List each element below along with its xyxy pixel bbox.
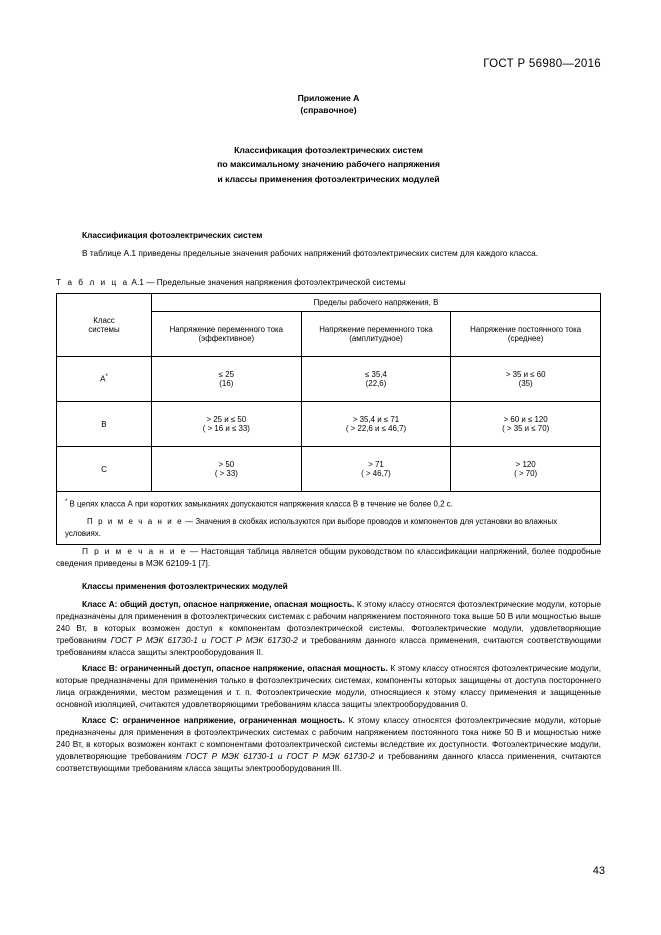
- header-class-line-2: системы: [88, 325, 120, 334]
- table-footnote: [65, 498, 592, 510]
- module-class-a-lead: Класс А: общий доступ, опасное напряжение, опасная мощность.: [82, 599, 355, 610]
- cell-a-ac-rms-line-2: (16): [219, 379, 234, 388]
- cell-a-ac-peak: [301, 357, 451, 402]
- class-a-footnote-marker: *: [105, 374, 108, 381]
- header-ac-rms-line-2: (эффективное): [198, 334, 255, 343]
- page-number: 43: [592, 865, 605, 877]
- header-dc-mean-line-2: (среднее): [507, 334, 544, 343]
- annex-kind: (справочное): [300, 105, 357, 116]
- module-class-a-standards: ГОСТ Р МЭК 61730-1 и ГОСТ Р МЭК 61730-2: [110, 635, 298, 646]
- section-heading-modules: Классы применения фотоэлектрических модулей: [82, 581, 288, 592]
- cell-c-dc-mean-line-2: ( > 70): [514, 469, 538, 478]
- cell-c-dc-mean: [451, 447, 601, 492]
- header-ac-peak-line-1: Напряжение переменного тока: [319, 325, 433, 334]
- cell-a-dc-mean-line-2: (35): [518, 379, 533, 388]
- after-table-note: [56, 545, 601, 569]
- cell-c-ac-peak-line-1: > 71: [368, 460, 384, 469]
- cell-b-ac-rms-line-1: > 25 и ≤ 50: [206, 415, 247, 424]
- page-title-line-1: Классификация фотоэлектрических систем: [234, 144, 423, 155]
- header-cell-range: Пределы рабочего напряжения, В: [152, 294, 601, 312]
- module-class-a-text-1: К этому классу относятся фотоэлектрические модули, которые предназначены для применения в фотоэлектрических системах с рабочим напряжением постоянного тока выше 50 В или мощностью выше 240 Вт, в которых возможен доступ к компонентам фотоэлектрической системы. Фотоэлектрические модули, удовлетворяющие требованиям: [56, 599, 601, 646]
- module-class-b-paragraph: [56, 662, 601, 710]
- footnote-marker: *: [65, 499, 68, 505]
- footnote-text: В цепях класса А при коротких замыканиях допускаются напряжения класса В в течение не более 0,2 с.: [69, 499, 453, 509]
- module-class-c-standards: ГОСТ Р МЭК 61730-1 и ГОСТ Р МЭК 61730-2: [185, 751, 375, 762]
- table-notes-cell: [57, 492, 601, 545]
- section-heading-systems: Классификация фотоэлектрических систем: [82, 229, 263, 240]
- table-row: [57, 357, 601, 402]
- cell-a-ac-rms-line-1: ≤ 25: [218, 370, 234, 379]
- cell-b-ac-peak-line-1: > 35,4 и ≤ 71: [352, 415, 400, 424]
- header-ac-peak-line-2: (амплитудное): [349, 334, 403, 343]
- cell-c-ac-peak: [301, 447, 451, 492]
- cell-c-ac-rms: [152, 447, 302, 492]
- section-systems-intro: В таблице А.1 приведены предельные значения рабочих напряжений фотоэлектрических систем для каждого класса.: [82, 247, 539, 258]
- table-row: [57, 447, 601, 492]
- cell-class-c: [57, 447, 152, 492]
- cell-a-ac-peak-line-2: (22,6): [365, 379, 387, 388]
- after-table-note-text: — Настоящая таблица является общим руководством по классификации напряжений, более подробные сведения приведены в МЭК 62109-1 [7].: [56, 545, 601, 568]
- cell-b-ac-peak: [301, 402, 451, 447]
- cell-b-dc-mean: [451, 402, 601, 447]
- table-row: [57, 402, 601, 447]
- cell-b-ac-rms: [152, 402, 302, 447]
- header-cell-dc-mean: [451, 312, 601, 357]
- standard-header: ГОСТ Р 56980—2016: [483, 58, 601, 70]
- header-cell-ac-rms: [152, 312, 302, 357]
- module-class-a-text-2: и требованиям данного класса применения, считаются соответствующими требованиям класса защиты электрооборудования II.: [56, 635, 601, 658]
- cell-b-dc-mean-line-1: > 60 и ≤ 120: [503, 415, 548, 424]
- table-caption: [56, 277, 601, 287]
- cell-b-dc-mean-line-2: ( > 35 и ≤ 70): [502, 424, 550, 433]
- header-cell-class: [57, 294, 152, 357]
- cell-class-b: [57, 402, 152, 447]
- header-ac-rms-line-1: Напряжение переменного тока: [169, 325, 284, 334]
- cell-b-ac-rms-line-2: ( > 16 и ≤ 33): [202, 424, 250, 433]
- page-title-line-3: и классы применения фотоэлектрических модулей: [217, 173, 440, 184]
- cell-c-ac-rms-line-1: > 50: [218, 460, 235, 469]
- page-title-line-2: по максимальному значению рабочего напряжения: [217, 159, 440, 170]
- module-class-c-text-2: и требованиям данного класса применения, считаются соответствующими требованиям класса защиты электрооборудования III.: [56, 751, 602, 774]
- class-b-label: В: [101, 419, 107, 429]
- cell-a-ac-rms: [152, 357, 302, 402]
- header-dc-mean-line-1: Напряжение постоянного тока: [470, 325, 582, 334]
- after-table-note-label: П р и м е ч а н и е: [82, 545, 187, 556]
- table-note: [65, 516, 592, 539]
- table-caption-text: — Предельные значения напряжения фотоэлектрической системы: [146, 277, 406, 287]
- annex-title: [56, 92, 601, 117]
- cell-a-dc-mean-line-1: > 35 и ≤ 60: [505, 370, 546, 379]
- page-content: [56, 58, 601, 778]
- annex-label: Приложение А: [297, 93, 360, 103]
- table-notes-row: [57, 492, 601, 545]
- cell-a-ac-peak-line-1: ≤ 35,4: [365, 370, 387, 379]
- table-caption-number: А.1: [131, 277, 144, 287]
- cell-b-ac-peak-line-2: ( > 22,6 и ≤ 46,7): [345, 424, 407, 433]
- cell-class-a: [57, 357, 152, 402]
- header-class-line-1: Класс: [93, 316, 115, 325]
- module-class-c-text-1: К этому классу относятся фотоэлектрические модули, которые предназначены для применения в фотоэлектрических системах с рабочим напряжением постоянного тока ниже 50 В и мощностью ниже 240 Вт, в которых возможен контакт с компонентами фотоэлектрической системы вследствие их доступности. Фотоэлектрические модули, удовлетворяющие требованиям: [56, 715, 601, 762]
- cell-a-dc-mean: [451, 357, 601, 402]
- page-title: [56, 143, 601, 186]
- voltage-limits-table: [56, 293, 601, 545]
- cell-c-ac-rms-line-2: ( > 33): [214, 469, 238, 478]
- module-class-c-lead: Класс С: ограниченное напряжение, ограниченная мощность.: [82, 715, 345, 726]
- cell-c-ac-peak-line-2: ( > 46,7): [361, 469, 391, 478]
- cell-c-dc-mean-line-1: > 120: [515, 460, 536, 469]
- header-cell-ac-peak: [301, 312, 451, 357]
- module-class-b-text-1: К этому классу относятся фотоэлектрические модули, которые предназначены для применения только в фотоэлектрических системах, компоненты которых защищены от доступа постороннего лица ограждениями, местом размещения и т. п. Фотоэлектрические модули, относящиеся к этому классу применения и защищенные основной изоляцией, считаются удовлетворяющими требованиям класса защиты электрооборудования 0.: [56, 663, 601, 710]
- table-note-label: П р и м е ч а н и е: [87, 517, 184, 527]
- table-header-row: [57, 294, 601, 312]
- class-a-label: А: [100, 374, 106, 384]
- module-class-a-paragraph: [56, 598, 601, 658]
- class-c-label: С: [101, 464, 107, 474]
- table-note-text: — Значения в скобках используются при выборе проводов и компонентов для установки во влажных условиях.: [65, 517, 558, 538]
- module-class-c-paragraph: [56, 714, 601, 774]
- module-class-b-lead: Класс В: ограниченный доступ, опасное напряжение, опасная мощность.: [82, 663, 388, 674]
- table-caption-label: Т а б л и ц а: [56, 277, 130, 287]
